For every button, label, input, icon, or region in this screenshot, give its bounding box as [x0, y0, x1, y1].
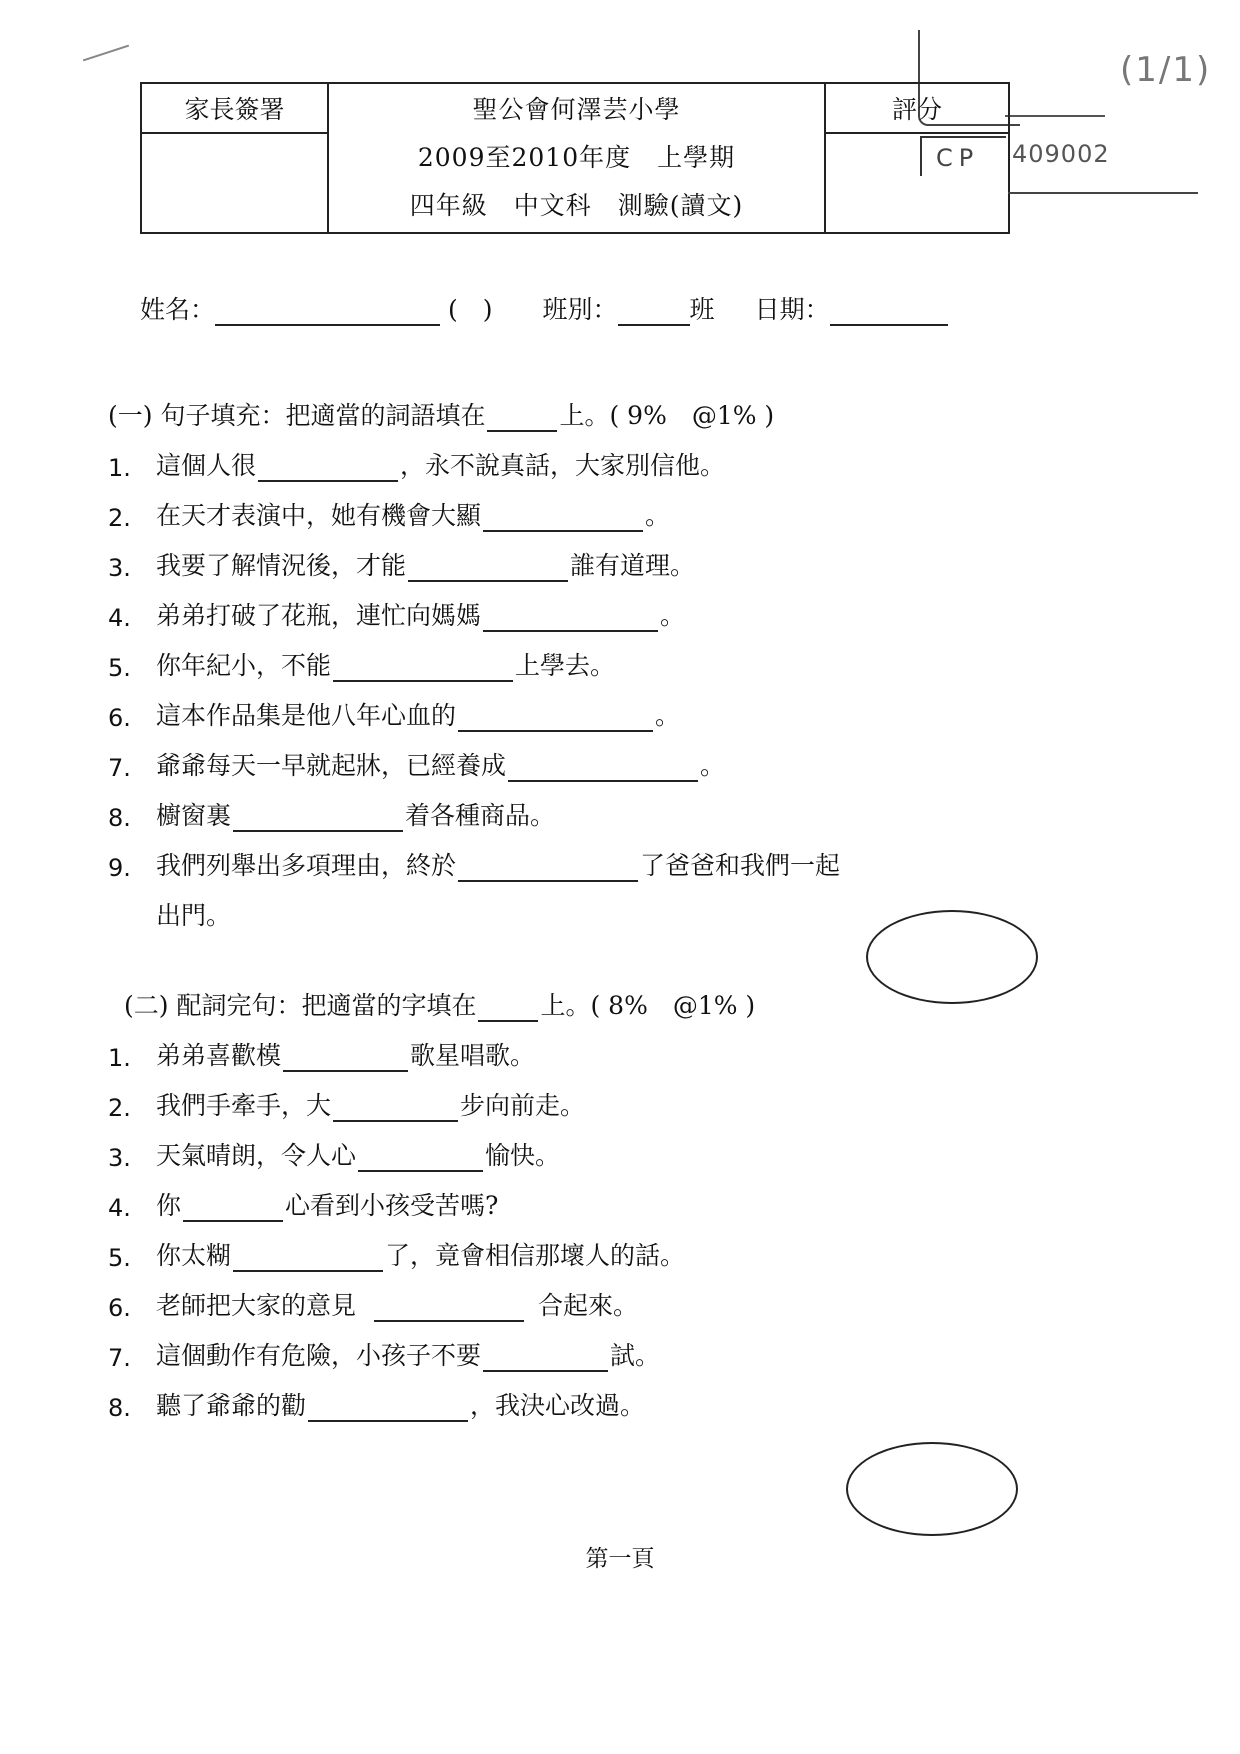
question-text: 我們手牽手，大: [156, 1091, 332, 1120]
question-text: 心看到小孩受苦嗎?: [285, 1191, 499, 1220]
question-text: 弟弟喜歡模: [156, 1041, 282, 1070]
question-number: 2.: [108, 504, 131, 532]
name-field[interactable]: [215, 298, 440, 326]
question-text: 爺爺每天一早就起牀，已經養成: [156, 751, 507, 780]
question-number: 8.: [108, 804, 131, 832]
question-text: 老師把大家的意見: [156, 1291, 357, 1320]
question-number: 4.: [108, 604, 131, 632]
answer-blank[interactable]: [458, 704, 653, 732]
s2-question-6: [108, 1286, 638, 1322]
question-text: 。: [645, 501, 671, 530]
question-text: 合起來。: [538, 1291, 639, 1320]
s2-question-1: [108, 1036, 535, 1072]
answer-blank[interactable]: [358, 1144, 483, 1172]
answer-blank[interactable]: [283, 1044, 408, 1072]
question-text: 我們列舉出多項理由，終於: [156, 851, 457, 880]
question-text: 天氣晴朗，令人心: [156, 1141, 357, 1170]
s2-question-3: [108, 1136, 560, 1172]
answer-blank[interactable]: [308, 1394, 468, 1422]
question-number: 1.: [108, 1044, 131, 1072]
question-number: 2.: [108, 1094, 131, 1122]
class-label: 班別：: [542, 295, 618, 324]
question-text: 歌星唱歌。: [410, 1041, 536, 1070]
s2-question-8: [108, 1386, 645, 1422]
school-info-cell: [328, 83, 825, 233]
s1-question-1: [108, 446, 725, 482]
question-number: 7.: [108, 1344, 131, 1372]
question-number: 6.: [108, 1294, 131, 1322]
question-number: 9.: [108, 854, 131, 882]
question-text: 櫥窗裏: [156, 801, 232, 830]
answer-blank[interactable]: [483, 504, 643, 532]
section2-title-text: (二) 配詞完句：把適當的字填在: [124, 991, 477, 1020]
question-text: 了爸爸和我們一起: [640, 851, 841, 880]
question-text: ，永不說真話，大家別信他。: [400, 451, 726, 480]
question-text: 你年紀小，不能: [156, 651, 332, 680]
section1-score-oval: [866, 910, 1038, 1004]
s1-question-7: [108, 746, 725, 782]
section2-title: [124, 986, 755, 1022]
date-label: 日期：: [754, 295, 830, 324]
stamp-underline: [1008, 192, 1198, 194]
question-number: 7.: [108, 754, 131, 782]
s1-question-8: [108, 796, 555, 832]
s1-question-9-continued: [156, 896, 231, 932]
question-text: 步向前走。: [460, 1091, 586, 1120]
s1-question-3: [108, 546, 695, 582]
answer-blank[interactable]: [333, 1094, 458, 1122]
answer-blank[interactable]: [183, 1194, 283, 1222]
s1-question-4: [108, 596, 685, 632]
question-text: 。: [660, 601, 686, 630]
question-text: 你太糊: [156, 1241, 232, 1270]
answer-blank[interactable]: [483, 1344, 608, 1372]
question-text: 上學去。: [515, 651, 616, 680]
answer-blank[interactable]: [374, 1294, 524, 1322]
name-label: 姓名：: [140, 295, 216, 324]
answer-blank[interactable]: [233, 1244, 383, 1272]
question-text: 。: [700, 751, 726, 780]
question-text: 出門。: [156, 901, 232, 930]
section1-title: [108, 396, 774, 432]
section2-title-score: 上。( 8% @1% ): [540, 991, 756, 1020]
question-text: 。: [655, 701, 681, 730]
score-label: 評分: [825, 83, 1009, 133]
question-number: 5.: [108, 1244, 131, 1272]
stamp-line: [1005, 115, 1105, 117]
answer-blank[interactable]: [258, 454, 398, 482]
page-number: 第一頁: [585, 1546, 655, 1572]
class-number-paren: ( ): [448, 295, 493, 324]
question-text: 在天才表演中，她有機會大顯: [156, 501, 482, 530]
question-number: 3.: [108, 1144, 131, 1172]
pen-stroke: [83, 45, 129, 62]
question-text: 着各種商品。: [405, 801, 556, 830]
question-text: ，我決心改過。: [470, 1391, 646, 1420]
question-number: 8.: [108, 1394, 131, 1422]
s1-question-5: [108, 646, 615, 682]
answer-blank[interactable]: [483, 604, 658, 632]
question-text: 誰有道理。: [570, 551, 696, 580]
question-text: 了，竟會相信那壞人的話。: [385, 1241, 686, 1270]
question-text: 愉快。: [485, 1141, 561, 1170]
answer-blank[interactable]: [408, 554, 568, 582]
school-year: 2009至2010年度 上學期: [417, 143, 736, 172]
s2-question-4: [108, 1186, 498, 1222]
section1-title-score: 上。( 9% @1% ): [559, 401, 775, 430]
answer-blank[interactable]: [333, 654, 513, 682]
s1-question-2: [108, 496, 670, 532]
section2-score-oval: [846, 1442, 1018, 1536]
section1-title-text: (一) 句子填充：把適當的詞語填在: [108, 401, 486, 430]
date-field[interactable]: [830, 298, 948, 326]
parent-signature-label: 家長簽署: [141, 83, 328, 133]
s2-question-7: [108, 1336, 660, 1372]
stamp-letters: CP: [920, 136, 1006, 176]
s1-question-9: [108, 846, 840, 882]
student-info-line: [140, 290, 948, 326]
corner-mark: (1/1): [1120, 50, 1212, 90]
parent-signature-box[interactable]: [141, 133, 328, 233]
s2-question-5: [108, 1236, 685, 1272]
question-text: 我要了解情況後，才能: [156, 551, 407, 580]
exam-info: 四年級 中文科 測驗(讀文): [409, 191, 744, 220]
s2-question-2: [108, 1086, 585, 1122]
title-blank-sample: [478, 994, 538, 1022]
question-text: 試。: [610, 1341, 661, 1370]
question-text: 這個動作有危險，小孩子不要: [156, 1341, 482, 1370]
stamp-code: 409002: [1012, 140, 1110, 168]
question-text: 你: [156, 1191, 182, 1220]
s1-question-6: [108, 696, 680, 732]
class-suffix: 班: [689, 295, 715, 324]
class-field[interactable]: [618, 298, 690, 326]
answer-blank[interactable]: [508, 754, 698, 782]
question-number: 3.: [108, 554, 131, 582]
title-blank-sample: [487, 404, 557, 432]
question-text: 這個人很: [156, 451, 257, 480]
question-number: 5.: [108, 654, 131, 682]
question-text: 這本作品集是他八年心血的: [156, 701, 457, 730]
question-number: 1.: [108, 454, 131, 482]
question-text: 聽了爺爺的勸: [156, 1391, 307, 1420]
answer-blank[interactable]: [458, 854, 638, 882]
answer-blank[interactable]: [233, 804, 403, 832]
question-number: 6.: [108, 704, 131, 732]
question-text: 弟弟打破了花瓶，連忙向媽媽: [156, 601, 482, 630]
school-name: 聖公會何澤芸小學: [472, 95, 681, 124]
header-table: [140, 82, 1010, 234]
question-number: 4.: [108, 1194, 131, 1222]
